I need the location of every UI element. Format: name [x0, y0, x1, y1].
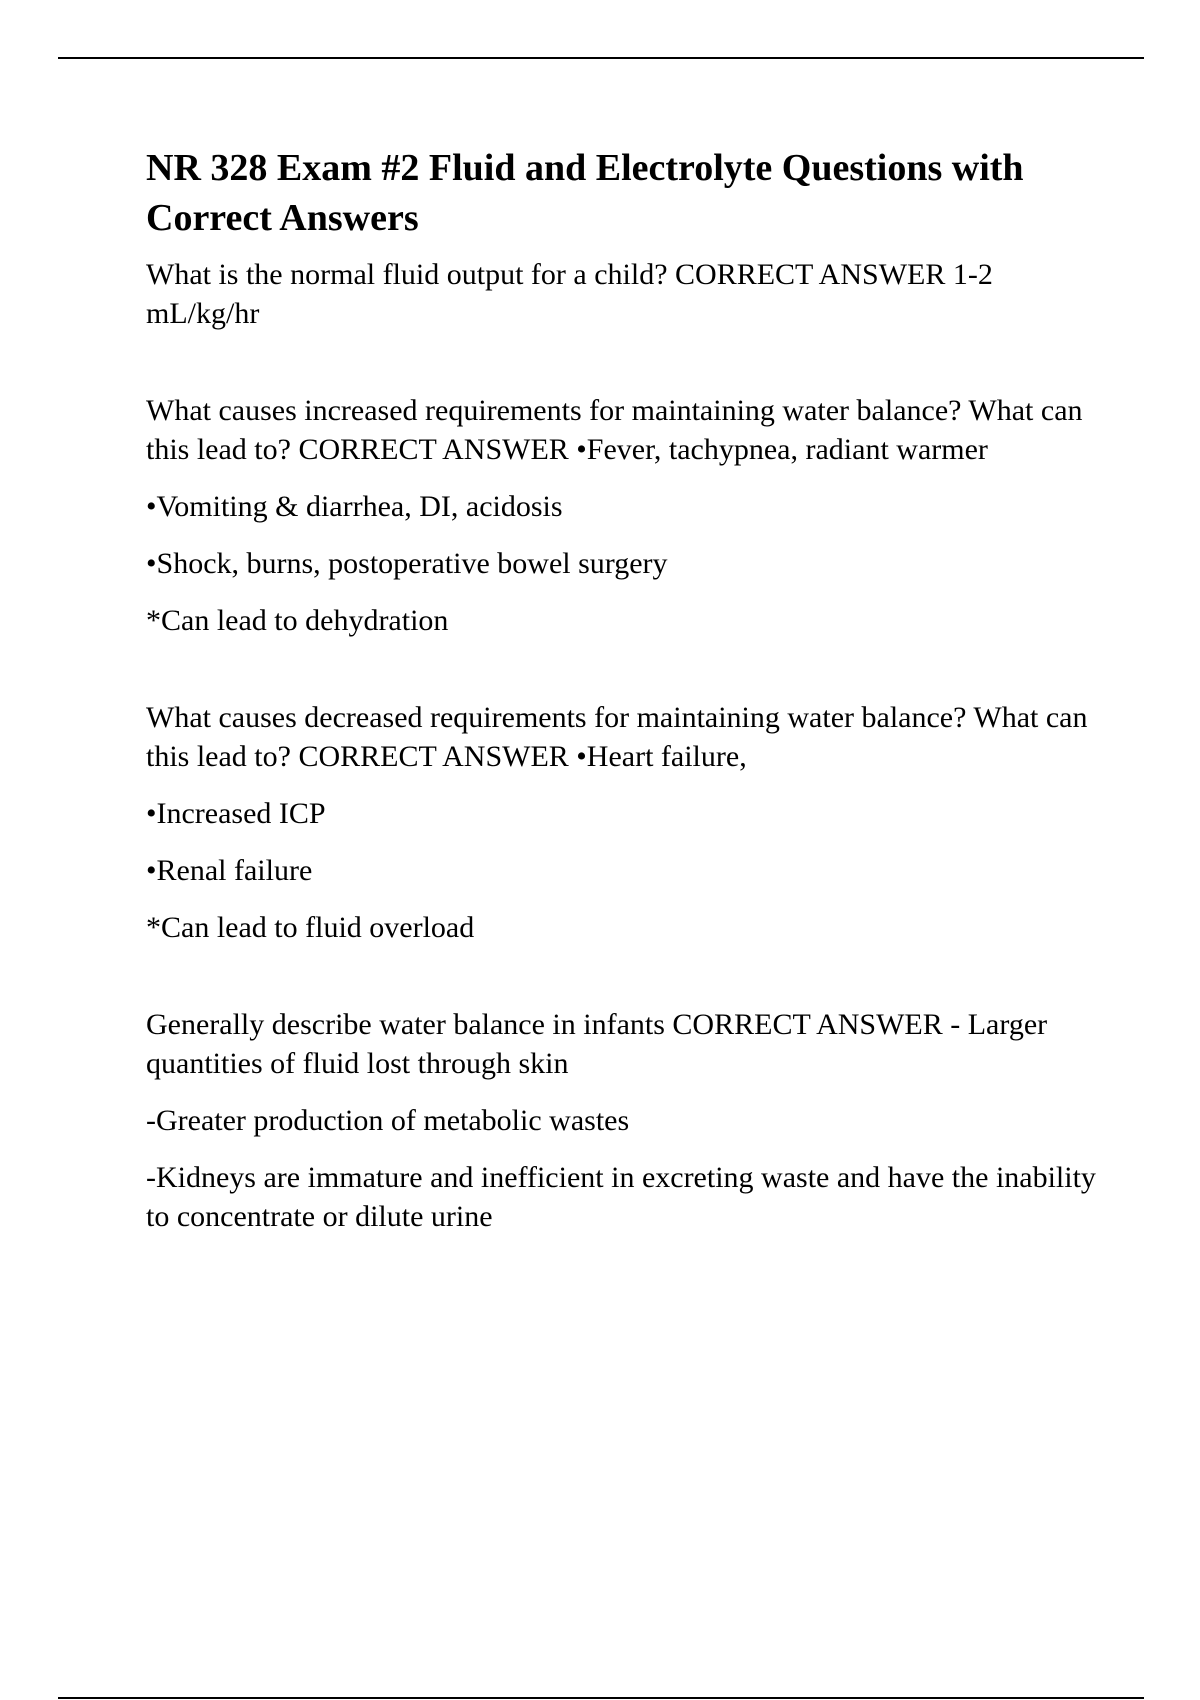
qa-item-3 [146, 698, 1106, 947]
qa-paragraph: *Can lead to dehydration [146, 604, 449, 637]
qa-paragraph: •Vomiting & diarrhea, DI, acidosis [146, 490, 563, 523]
qa-paragraph: What is the normal fluid output for a child? CORRECT ANSWER 1-2 mL/kg/hr [146, 258, 993, 330]
qa-paragraph: -Greater production of metabolic wastes [146, 1104, 630, 1137]
qa-item-4 [146, 1005, 1106, 1236]
qa-paragraph: What causes decreased requirements for maintaining water balance? What can this lead to? CORRECT ANSWER •Heart failure, [146, 701, 1088, 773]
qa-paragraph: -Kidneys are immature and inefficient in excreting waste and have the inability to concentrate or dilute urine [146, 1161, 1096, 1233]
qa-paragraph: Generally describe water balance in infants CORRECT ANSWER - Larger quantities of fluid lost through skin [146, 1008, 1048, 1080]
qa-item-1 [146, 255, 1106, 333]
header-rule [58, 57, 1144, 59]
document-body [146, 143, 1106, 1254]
qa-paragraph: •Renal failure [146, 854, 313, 887]
qa-paragraph: •Shock, burns, postoperative bowel surgery [146, 547, 668, 580]
footer-rule [58, 1697, 1144, 1699]
document-title: NR 328 Exam #2 Fluid and Electrolyte Questions with Correct Answers [146, 147, 1024, 239]
qa-paragraph: What causes increased requirements for maintaining water balance? What can this lead to? CORRECT ANSWER •Fever, tachypnea, radiant warmer [146, 394, 1083, 466]
qa-paragraph: •Increased ICP [146, 797, 326, 830]
qa-item-2 [146, 391, 1106, 640]
qa-paragraph: *Can lead to fluid overload [146, 911, 475, 944]
